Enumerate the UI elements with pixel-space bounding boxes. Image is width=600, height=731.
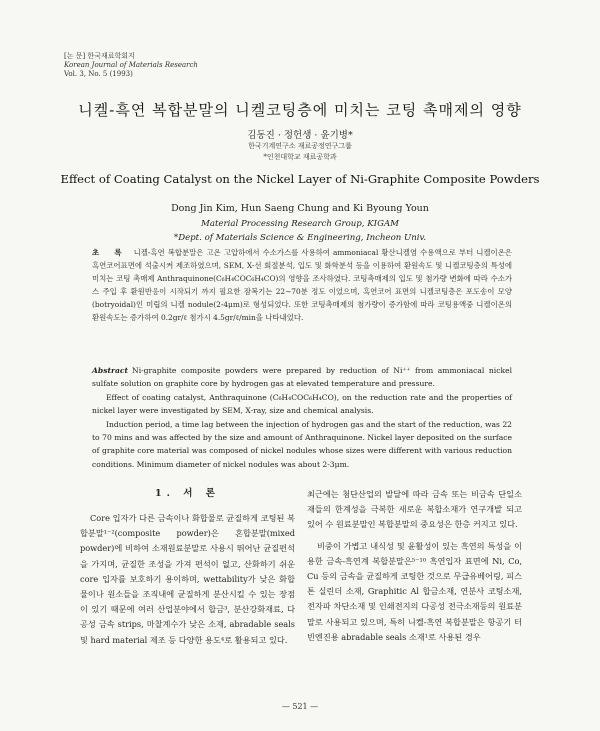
section-heading-introduction: 1. 서 론 [155, 488, 220, 499]
body-paragraph-right-2: 비중이 가볍고 내식성 및 윤활성이 있는 흑연의 특성을 이용한 금속-흑연계 복합분말은⁵⁻¹⁰ 흑연입자 표면에 Ni, Co, Cu 등의 금속을 균질하게 코팅한 것으로 무급유베어링, 피스톤 실린더 소재, Graphitic Al 합금소재, 연분사 코팅소재, 전자파 차단소재 및 인쇄전지의 다공성 전극소재등의 원료분말로 사용되고 있으며, 특히 니켈-흑연 복합분말은 항공기 터빈엔진용 abradable seals 소재¹로 사용된 경우 [307, 540, 522, 642]
journal-name-en: Korean Journal of Materials Research [64, 61, 198, 69]
abstract-en-paragraph-3: Induction period, a time lag between the injection of hydrogen gas and the start of the reduction, was 22 to 70 mins and was affected by the size and amount of Anthraquinone. Nickel layer deposited on the surface of graphite core material was composed of nickel nodules whose sizes were different with various reduction conditions. Minimum diameter of nickel nodules was about 2-3μm. [92, 419, 512, 469]
abstract-en-paragraph-1 [92, 364, 512, 391]
title-english: Effect of Coating Catalyst on the Nickel Layer of Ni-Graphite Composite Powders [60, 172, 540, 186]
body-column-right [307, 487, 522, 645]
abstract-english-label: Abstract [92, 366, 129, 375]
abstract-english [92, 364, 512, 471]
body-paragraph-right-1: 최근에는 첨단산업의 발달에 따라 금속 또는 비금속 단일소재들의 한계성을 극복한 새로운 복합소재가 연구개발 되고 있어 수 원료분말인 복합분말의 중요성은 한층 커지고 있다. [307, 489, 522, 530]
journal-header [64, 52, 198, 79]
body-column-left [80, 487, 295, 648]
abstract-en-text-1: Ni-graphite composite powders were prepared by reduction of Ni⁺⁺ from ammoniacal nickel sulfate solution on graphite core by hydrogen gas at elevated temperature and pressure. [92, 366, 512, 389]
title-korean: 니켈-흑연 복합분말의 니켈코팅층에 미치는 코팅 촉매제의 영향 [78, 101, 522, 119]
abstract-en-paragraph-2: Effect of coating catalyst, Anthraquinone (C₆H₄COC₆H₄CO), on the reduction rate and the properties of nickel layer were investigated by SEM, X-ray, size and chemical analysis. [92, 392, 512, 416]
abstract-korean [92, 246, 512, 324]
abstract-korean-text: 니켈-흑연 복합분말은 고온 고압하에서 수소가스를 사용하여 ammoniacal 황산니켈염 수용액으로 부터 니켈이온은 흑연코어표면에 석출시켜 제조하였으며, SEM, X-선 회절분석, 입도 및 화학분석 등을 이용하여 환원속도 및 니켈코팅층의 특성에 미치는 코팅 촉매제 Anthraquinone(C₆H₄COC₆H₄CO)의 영향을 조사하였다. 코팅촉매제의 입도 및 첨가량 변화에 따라 수소가스 주입 후 환원반응이 시작되기 까지 필요한 잠복기는 22∼70분 정도 이었으며, 흑연코어 표면의 니켈코팅층은 포도송이 모양(botryoidal)인 미립의 니켈 nodule(2-4μm)로 형성되었다. 또한 코팅촉매제의 첨가량이 증가함에 따라 코팅용액중 니켈이온의 환원속도는 증가하여 0.2gr/ℓ 첨가시 4.5gr/ℓ/min을 나타내었다. [92, 248, 512, 322]
authors-korean: 김동진 · 정헌생 · 윤기병* [247, 130, 353, 141]
authors-english: Dong Jin Kim, Hun Saeng Chung and Ki Byoung Youn [171, 203, 429, 214]
body-paragraph-left: Core 입자가 다른 금속이나 화합물로 균질하게 코팅된 복합분말¹⁻²(composite powder)은 혼합분말(mixed powder)에 비하여 소재원료분말로 사용시 뛰어난 균질편석을 가지며, 균질한 조성을 가져 편석이 없고, 산화하기 쉬운 core 입자를 보호하기 용이하며, wettability가 낮은 화합물이나 원소들을 조직내에 균질하게 분산시킬 수 있는 장점이 있기 때문에 여러 산업분야에서 합금³, 분산강화재료, 다공성 금속 strips, 마찰계수가 낮은 소재, abradable seals 및 hard material 제조 등 다양한 용도⁴로 활용되고 있다. [80, 513, 295, 645]
affiliation-ko-1: 한국기계연구소 재료공정연구그룹 [248, 142, 352, 150]
affiliations-english [0, 217, 600, 245]
affiliation-ko-2: *인천대학교 재료공학과 [263, 153, 337, 161]
affiliations-korean [0, 141, 600, 163]
page-number: — 521 — [281, 702, 319, 711]
journal-volume: Vol. 3, No. 5 (1993) [64, 70, 133, 78]
abstract-korean-label: 초 록 [92, 248, 128, 257]
affiliation-en-1: Material Processing Research Group, KIGAM [201, 219, 399, 229]
journal-name-ko: [논 문] 한국재료학회지 [64, 52, 135, 60]
affiliation-en-2: *Dept. of Materials Science & Engineering, Incheon Univ. [173, 233, 427, 243]
